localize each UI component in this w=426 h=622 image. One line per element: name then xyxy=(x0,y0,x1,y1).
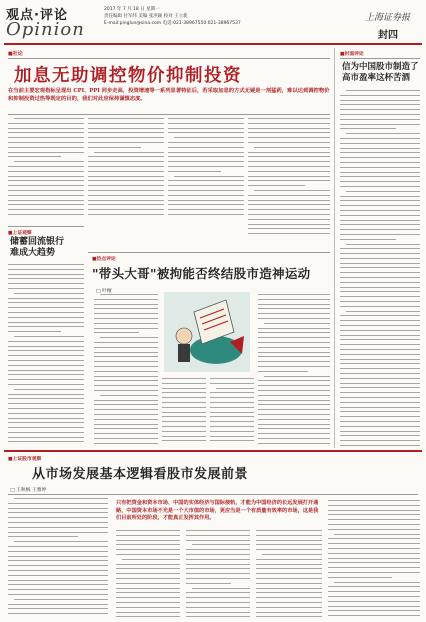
bottom-body-col-3 xyxy=(186,530,250,618)
paper-name: 上海证券报 xyxy=(365,13,411,23)
main-body-col-3 xyxy=(168,118,244,223)
cartoon-illustration xyxy=(164,292,250,372)
bottom-section-rule xyxy=(4,450,422,452)
right-col-body xyxy=(340,90,420,446)
side-col1-body xyxy=(8,264,84,444)
masthead-editor: 责任编辑 付军纬 美编 张洪颖 校对 王立新 xyxy=(104,14,188,19)
main-body-col-2 xyxy=(88,118,164,223)
right-col-tag-rule xyxy=(340,58,420,59)
side-col1-headline: 储蓄回流银行 难成大趋势 xyxy=(10,237,65,258)
bottom-headline: 从市场发展基本逻辑看股市发展前景 xyxy=(32,467,249,482)
side-col1-tag: ■上证观察 xyxy=(8,231,32,236)
bottom-byline: □ 王秋枫 王雅婷 xyxy=(10,488,47,493)
side-col1-top-rule xyxy=(8,226,84,227)
bottom-deck: 只有把资金和资本市场、中国的实体经济与国际接轨，才能为中国经济的长远发展打开通路，中国资本市场不光是一个大市值的市场，更应当是一个有质量有效率的市场，这是我们目前所处的阶段，才能真正发挥其作用。 xyxy=(116,500,319,521)
bottom-body-col-1 xyxy=(8,498,108,618)
feature-body-col-2 xyxy=(162,378,206,444)
feature-body-col-3 xyxy=(210,378,254,444)
masthead xyxy=(0,0,426,44)
page-label: 封四 xyxy=(378,30,398,41)
feature-tag: ■热点评论 xyxy=(92,257,116,262)
masthead-contact: E-mail:pinglun@sina.com 电话:021-38967550 021-38967537 xyxy=(104,21,241,26)
bottom-tag: ■上证股市观察 xyxy=(8,457,42,462)
masthead-date: 2017 年 7 月 18 日 星期一 xyxy=(104,7,160,12)
masthead-brand-title: 观点·评论 xyxy=(6,8,68,23)
main-tag-rule xyxy=(8,58,330,59)
masthead-rule xyxy=(4,43,422,45)
feature-body-col-4 xyxy=(258,294,330,444)
feature-body-col-1 xyxy=(94,294,158,444)
bottom-byline-rule xyxy=(8,494,418,495)
main-headline: 加息无助调控物价抑制投资 xyxy=(14,66,242,86)
masthead-brand-subtitle: Opinion xyxy=(6,19,85,40)
right-col-headline: 信为中国股市制造了 高市盈率这杯苦酒 xyxy=(342,62,419,83)
right-col-tag: ■封面评论 xyxy=(340,52,364,57)
right-col-divider xyxy=(334,48,335,448)
feature-illustration xyxy=(164,292,250,372)
feature-byline: □ 叶檀 xyxy=(96,289,112,294)
bottom-body-col-2 xyxy=(116,530,180,618)
main-deck: 在当前主要宏观指标呈现出 CPI、PPI 同步走高，投资增速等一系列显著特征后，若采取加息的方式无疑是一剂猛药，难以达到调控物价和抑制投资过热等既定的目的，我们对此应保持谨慎态度。 xyxy=(8,88,330,102)
main-section-tag: ■社论 xyxy=(8,51,23,57)
main-deck-rule xyxy=(8,114,330,115)
feature-headline: "带头大哥"被拘能否终结股市造神运动 xyxy=(92,266,311,281)
feature-top-rule xyxy=(88,252,330,253)
main-body-col-4 xyxy=(248,118,330,248)
bottom-body-col-4 xyxy=(256,530,322,618)
bottom-body-col-5 xyxy=(328,500,420,618)
main-body-col-1 xyxy=(8,118,84,223)
